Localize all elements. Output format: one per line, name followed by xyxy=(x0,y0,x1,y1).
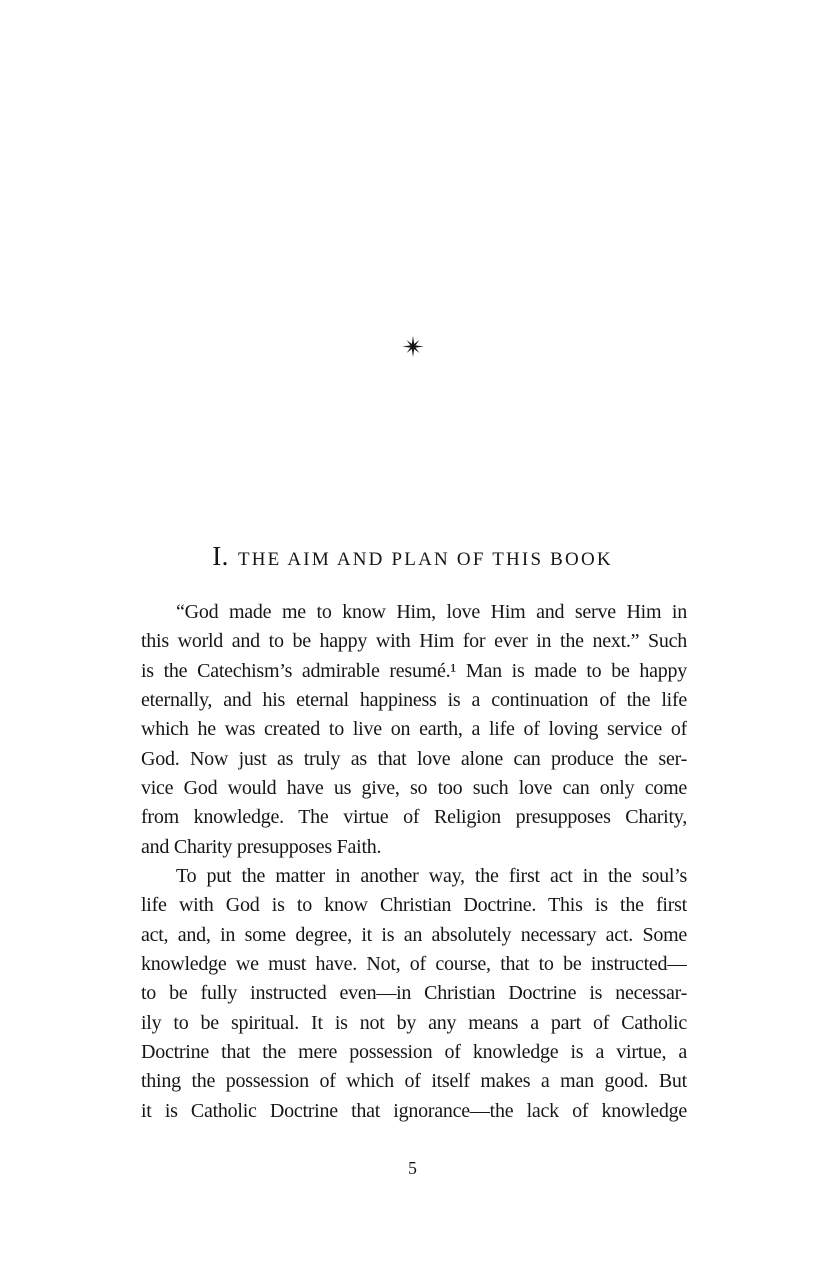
chapter-title: THE AIM AND PLAN OF THIS BOOK xyxy=(237,549,613,570)
chapter-heading xyxy=(0,538,825,576)
text-line: God. Now just as truly as that love alone can produce the ser- xyxy=(141,747,687,770)
text-line: To put the matter in another way, the first act in the soul’s xyxy=(176,864,687,887)
body-text xyxy=(141,598,687,1126)
text-line: from knowledge. The virtue of Religion presupposes Charity, xyxy=(141,806,687,829)
page-number: 5 xyxy=(408,1158,417,1178)
text-line: vice God would have us give, so too such love can only come xyxy=(141,776,687,799)
text-line: thing the possession of which of itself makes a man good. But xyxy=(141,1070,687,1093)
text-line: knowledge we must have. Not, of course, that to be instructed— xyxy=(141,952,687,975)
text-line: which he was created to live on earth, a life of loving service of xyxy=(141,718,687,741)
chapter-numeral: I. xyxy=(212,541,229,571)
text-line: act, and, in some degree, it is an absolutely necessary act. Some xyxy=(141,923,687,946)
text-line: eternally, and his eternal happiness is a continuation of the life xyxy=(141,688,687,711)
text-line: life with God is to know Christian Doctrine. This is the first xyxy=(141,894,687,917)
paragraph-2 xyxy=(141,862,687,1126)
text-line: ily to be spiritual. It is not by any means a part of Catholic xyxy=(141,1011,687,1034)
text-line: this world and to be happy with Him for ever in the next.” Such xyxy=(141,630,687,653)
text-line: it is Catholic Doctrine that ignorance—the lack of knowledge xyxy=(141,1099,687,1122)
text-line: to be fully instructed even—in Christian Doctrine is necessar- xyxy=(141,982,687,1005)
text-line: is the Catechism’s admirable resumé.¹ Man is made to be happy xyxy=(141,659,687,682)
text-line: “God made me to know Him, love Him and serve Him in xyxy=(176,601,687,623)
text-line: Doctrine that the mere possession of knowledge is a virtue, a xyxy=(141,1040,687,1063)
paragraph-1 xyxy=(141,598,687,862)
text-line: and Charity presupposes Faith. xyxy=(141,835,382,858)
section-break-star-icon xyxy=(0,333,825,360)
